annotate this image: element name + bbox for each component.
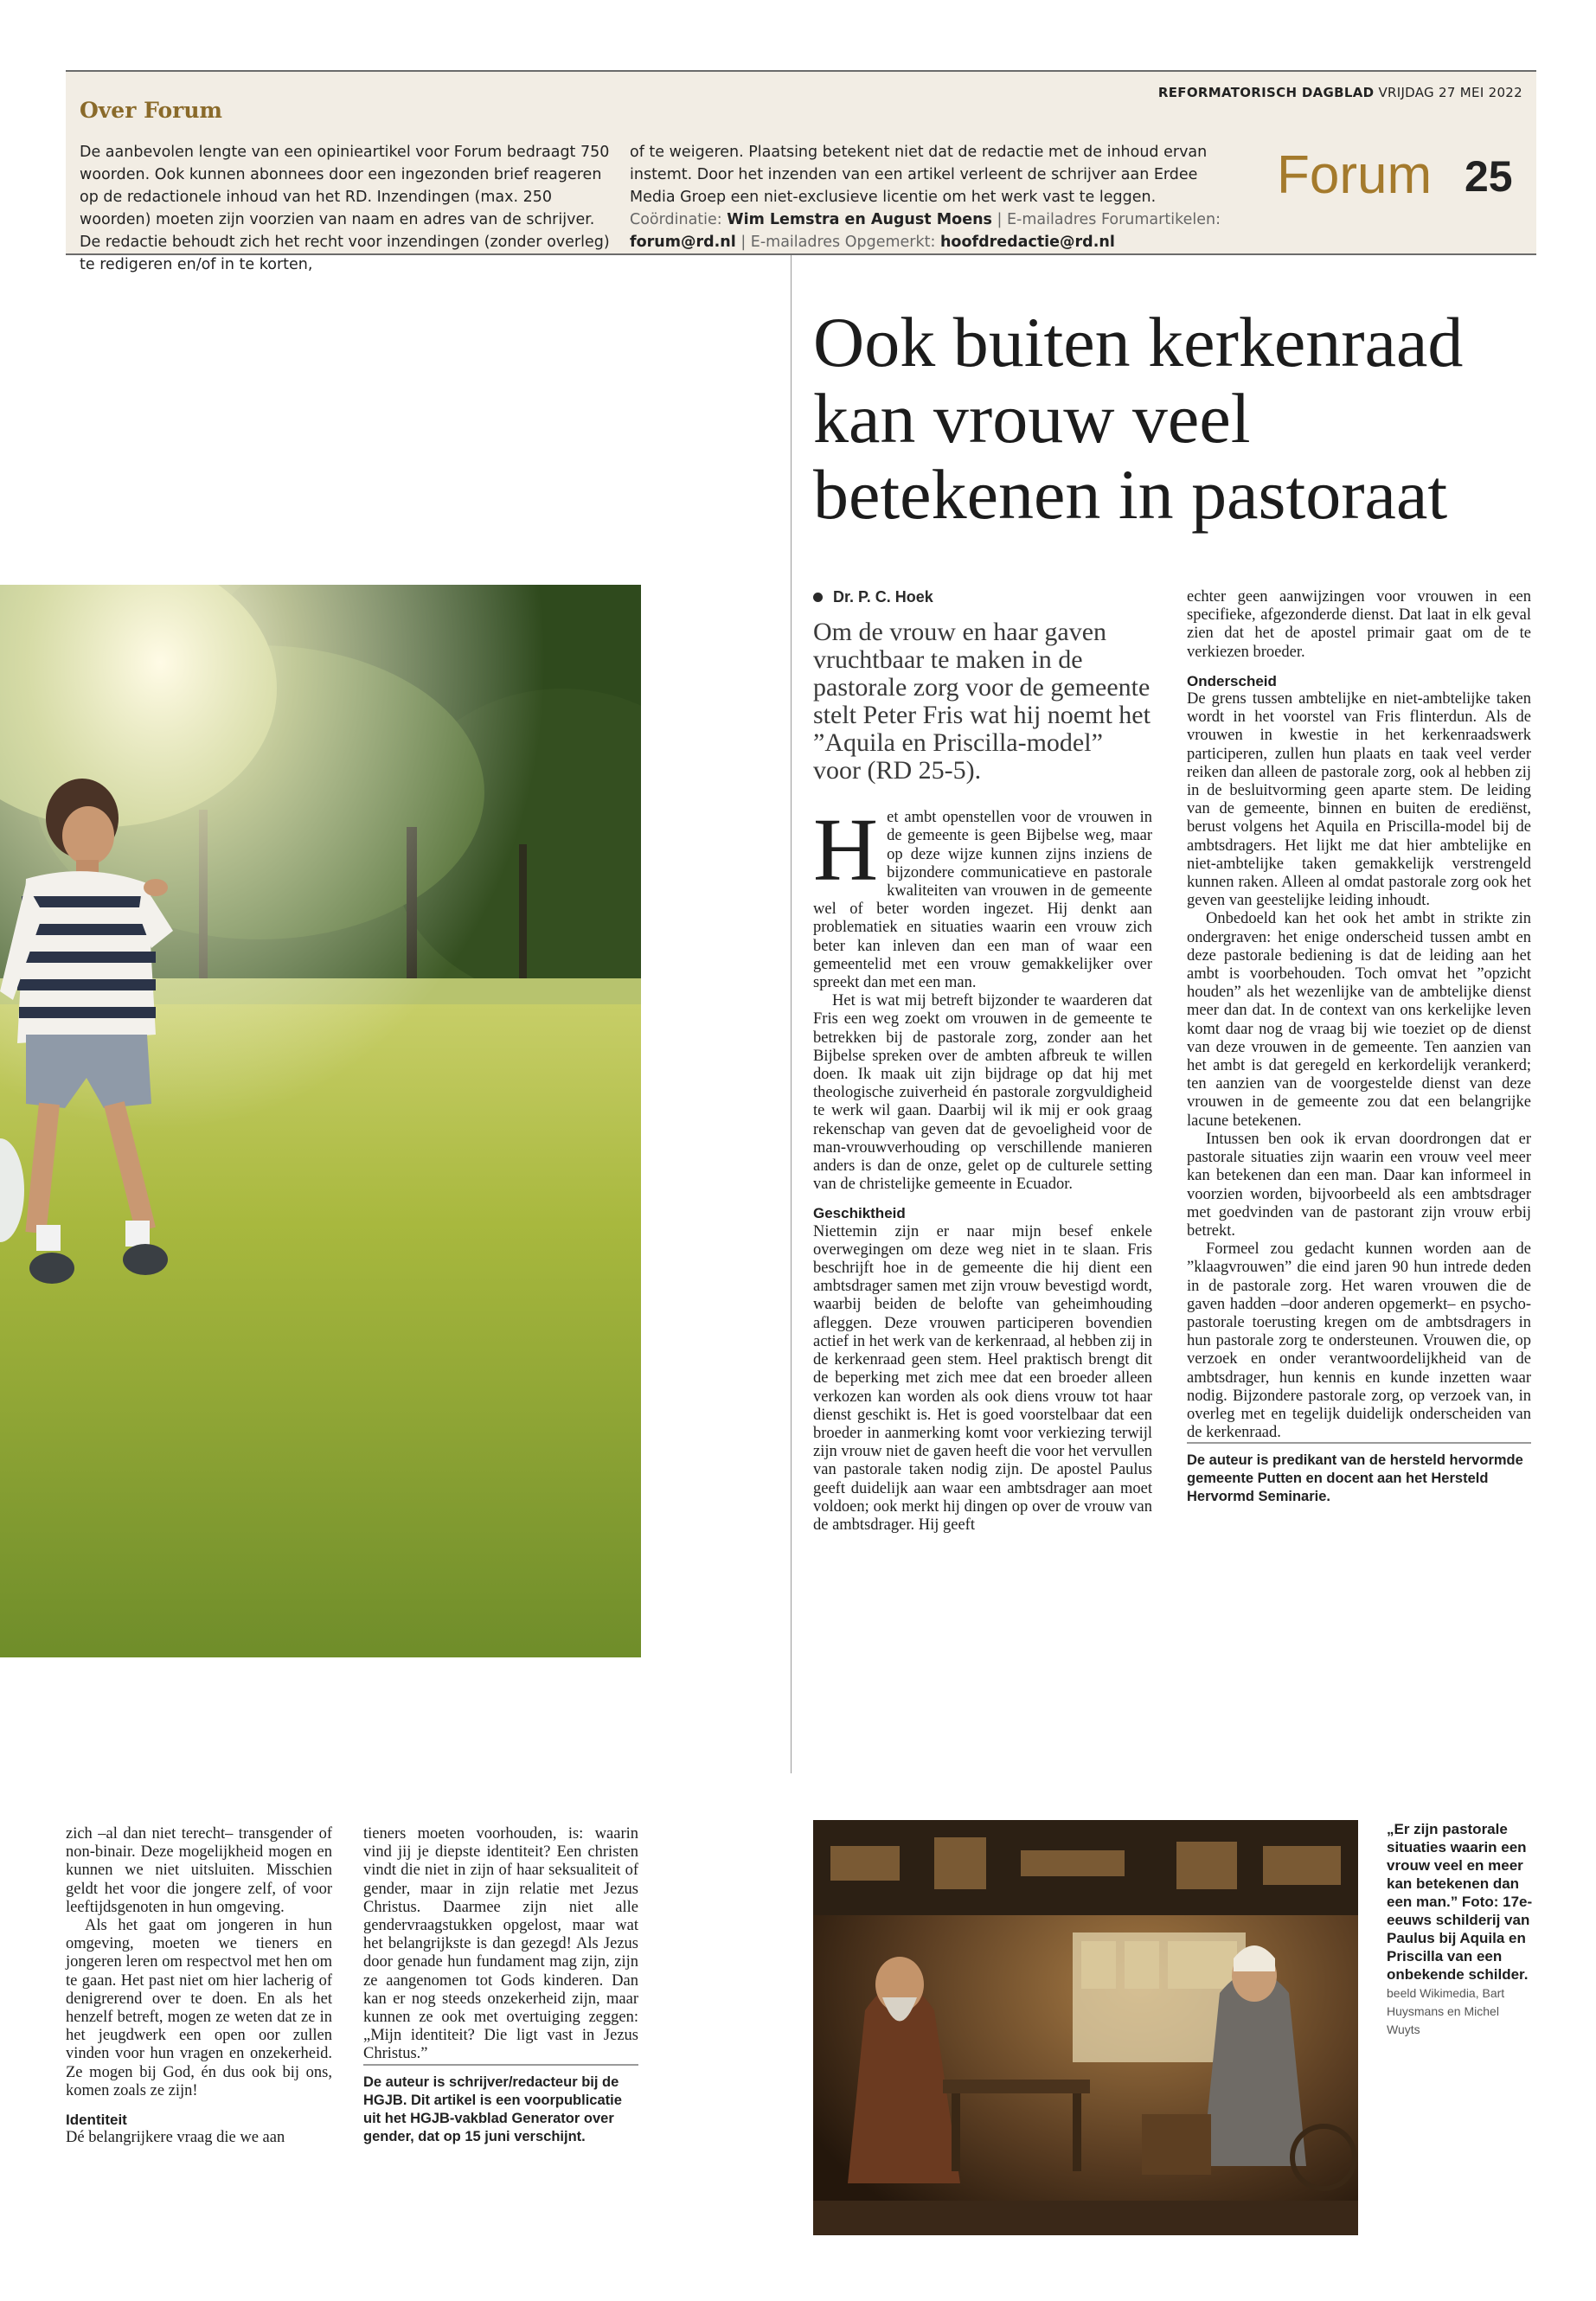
- article-paragraph: tieners moeten voorhouden, is: waarin vind jij je diepste identiteit? Een christen vindt die niet in zijn of haar seksualiteit of gender, maar in zijn relatie met Jezus Christus. Daarmee zijn niet alle gendervraagstukken opgelost, maar wat het belangrijkste is dan gezegd! Als Jezus door genade hun fundament mag zijn, zijn ze aangenomen tot Gods kinderen. Dan kan er nog steeds onzekerheid zijn, maar kunnen ze ook met overtuiging zeggen: „Mijn identiteit? Die ligt vast in Jezus Christus.”: [363, 1825, 638, 2063]
- paper-dateline: [1158, 85, 1522, 100]
- park-photo: [0, 585, 641, 1657]
- article-paragraph: Als het gaat om jongeren in hun omgeving, moeten we tieners en jongeren leren om respectvol met hen om te gaan. Het past niet om hier lacherig of denigrerend over te doen. En als het henzelf betreft, mogen ze weten dat ze in het jeugdwerk een open oor zullen vinden voor hun vragen en onzekerheid. Ze mogen bij God, én dus ook bij ons, komen zoals ze zijn!: [66, 1917, 332, 2099]
- subheading-identiteit: Identiteit: [66, 2112, 127, 2129]
- author-note: De auteur is predikant van de hersteld hervormde gemeente Putten en docent aan het Hersteld Hervormd Seminarie.: [1187, 1442, 1531, 1506]
- article-paragraph: echter geen aanwijzingen voor vrouwen in een specifieke, afgezonderde dienst. Dat laat in elk geval zien dat het de apostel primair gaat om de te verkiezen broeder.: [1187, 588, 1531, 661]
- article-paragraph: Intussen ben ook ik ervan doordrongen dat er pastorale situaties zijn waarin een vrouw veel meer kan betekenen dan een man. Daar kan informeel in voorzien worden, bijvoorbeeld als een ambtsdrager met goedvinden van de pastorant zijn vrouw erbij betrekt.: [1187, 1130, 1531, 1240]
- painting-caption: [1387, 1820, 1535, 2038]
- lower-article-column-2: [363, 1825, 638, 2146]
- article-column-2: [1187, 588, 1531, 1506]
- email-opgemerkt-link[interactable]: hoofdredactie@rd.nl: [939, 234, 1115, 251]
- paper-name: REFORMATORISCH DAGBLAD: [1157, 85, 1375, 100]
- drop-cap: H: [813, 800, 879, 901]
- lower-article-column-1: [66, 1825, 332, 2147]
- photo-credit: beeld Wikimedia, Bart Huysmans en Michel Wuyts: [1387, 1986, 1505, 2036]
- section-title: Forum: [1277, 145, 1433, 205]
- article-headline: Ook buiten kerkenraad kan vrouw veel betekenen in pastoraat: [813, 303, 1464, 534]
- author-note: De auteur is schrijver/redacteur bij de HGJB. Dit artikel is een voorpublicatie uit het HGJB-vakblad Generator over gender, dat op 15 juni verschijnt.: [363, 2064, 638, 2146]
- article-intro: Om de vrouw en haar gaven vruchtbaar te maken in de pastorale zorg voor de gemeente stelt Peter Fris wat hij noemt het ”Aquila en Priscilla-model” voor (RD 25-5).: [813, 618, 1151, 785]
- article-paragraph: Het is wat mij betreft bijzonder te waarderen dat Fris een weg zoekt om vrouwen in de gemeente te betrekken bij de pastorale zorg, zonder aan het Bijbelse spreken over de ambten afbreuk te willen doen. Ik maak uit zijn bijdrage op dat hij met theologische zuiverheid én pastorale zorgvuldigheid te werk wil gaan. Daarbij wil ik mij er ook graag rekenschap van geven dat de gevoeligheid voor de man-vrouwverhouding op verschillende manieren anders is dan de onze, gelet op de culturele setting van de christelijke gemeente in Ecuador.: [813, 992, 1152, 1194]
- article-column-1: [813, 588, 1152, 1535]
- email-forum-link[interactable]: forum@rd.nl: [630, 234, 736, 251]
- forum-info-text-2: of te weigeren. Plaatsing betekent niet dat de redactie met de inhoud ervan instemt. Door het inzenden van een artikel verleent de schrijver aan Erdee Media Groep een niet-exclusieve licentie om het werk vast te leggen. Coördinatie: Wim Lemstra en August Moens | E-mailadres Forumartikelen: forum@rd.nl | E-mailadres Opgemerkt: hoofdredactie@rd.nl: [630, 144, 1221, 251]
- subheading-geschiktheid: Geschiktheid: [813, 1205, 906, 1222]
- subheading-onderscheid: Onderscheid: [1187, 672, 1277, 689]
- forum-info-text-1: De aanbevolen lengte van een opinieartikel voor Forum bedraagt 750 woorden. Ook kunnen abonnees door een ingezonden brief reageren op de redactionele inhoud van het RD. Inzendingen (max. 250 woorden) moeten zijn voorzien van naam en adres van de schrijver. De redactie behoudt zich het recht voor inzendingen (zonder overleg) te redigeren en/of in te korten,: [80, 144, 610, 273]
- painting-photo: [813, 1820, 1358, 2235]
- article-paragraph: Niettemin zijn er naar mijn besef enkele overwegingen om deze weg niet in te slaan. Fris beschrijft hoe in de gemeente die hij dient een ambtsdrager samen met zijn vrouw bevestigd wordt, waarbij beiden de belofte van geheimhouding afleggen. Deze vrouwen participeren bovendien actief in het werk van de kerkenraad, al hebben zij in de kerkenraad geen stem. Heel praktisch brengt dit de beperking met zich mee dat een broeder alleen verkozen kan worden als ook diens vrouw tot haar dienst geschikt is. Het is goed voorstelbaar dat een broeder in aanmerking komt voor verkiezing terwijl zijn vrouw niet de gaven heeft die voor het vervullen van pastorale taken nodig zijn. De apostel Paulus geeft duidelijk aan waar een ambtsdrager aan moet voldoen; ook merkt hij dingen op over de vrouw van de ambtsdrager. Hij geeft: [813, 1222, 1152, 1534]
- column-divider: [791, 255, 792, 1773]
- article-paragraph: Formeel zou gedacht kunnen worden aan de ”klaagvrouwen” die eind jaren 90 hun intrede deden in de pastorale zorg. Het waren vrouwen die de gaven hadden –door anderen opgemerkt– en psycho-pastorale toerusting kregen om de ambtsdragers in hun pastorale zorg te ondersteunen. Vrouwen die, op verzoek en onder verantwoordelijkheid van de ambtsdrager, hun kennis en kunde inzetten waar nodig. Bijzondere pastorale zorg, op verzoek van, in overleg met en tegelijk duidelijk onderscheiden van de kerkenraad.: [1187, 1240, 1531, 1442]
- article-paragraph: Onbedoeld kan het ook het ambt in strikte zin ondergraven: het enige onderscheid tussen ambt en deze pastorale bediening is dat de leiding aan het ambt is voorbehouden. Toch omvat het ”opzicht houden” als het wezenlijke van de ambtelijke dienst meer dan dat. In de context van ons kerkelijke leven komt daar nog de vraag bij wie toeziet op de dienst van deze vrouwen in de gemeente. Ten aanzien van het ambt is dat geregeld en kerkordelijk verankerd; ten aanzien van de voorgestelde dienst van deze vrouwen in de gemeente zou dat een belangrijke lacune betekenen.: [1187, 910, 1531, 1130]
- article-paragraph: Dé belangrijkere vraag die we aan: [66, 2129, 285, 2147]
- caption-text: „Er zijn pastorale situaties waarin een vrouw veel en meer kan betekenen dan een man.” Foto: 17e-eeuws schilderij van Paulus bij Aquila en Priscilla van een onbekende schilder.: [1387, 1821, 1533, 1983]
- article-paragraph: De grens tussen ambtelijke en niet-ambtelijke taken wordt in het voorstel van Fris flinterdun. Als de vrouwen in kwestie in het kerkenraadswerk participeren, zullen hun plaats en taak veel verder reiken dan alleen de pastorale zorg, ook al hebben zij in de besluitvorming geen aparte stem. De leiding van de gemeente, binnen en buiten de erediënst, berust volgens het Aquila en Priscilla-model bij de ambtsdragers. Het lijkt me dat hier ambtelijke en niet-ambtelijke taken gemakkelijk verstrengeld kunnen raken. Alleen al omdat pastorale zorg ook het geven van geestelijke leiding inhoudt.: [1187, 690, 1531, 910]
- coordination-names: Wim Lemstra en August Moens: [727, 211, 992, 228]
- article-paragraph: zich –al dan niet terecht– transgender of non-binair. Deze mogelijkheid mogen en kunnen we niet uitsluiten. Misschien geldt het voor die jongere zelf, of voor leeftijdsgenoten in hun omgeving.: [66, 1825, 332, 1916]
- bullet-icon: [813, 593, 823, 602]
- article-paragraph: Het ambt openstellen voor de vrouwen in de gemeente is geen Bijbelse weg, maar op deze wijze kunnen zijns inziens de bijzondere communicatieve en pastorale kwaliteiten van vrouwen in de gemeente wel of beter worden ingezet. Hij denkt aan problematiek en situaties waarin een vrouw zich beter kan inleven dan een man of waar een gemeentelid met een vrouw gemakkelijker over spreekt dan met een man.: [813, 800, 1152, 992]
- page-number: 25: [1465, 152, 1513, 201]
- forum-info-title: Over Forum: [80, 98, 222, 123]
- paper-date: VRIJDAG 27 MEI 2022: [1378, 85, 1522, 100]
- byline: Dr. P. C. Hoek: [813, 588, 1152, 606]
- forum-info-box: [66, 70, 1536, 273]
